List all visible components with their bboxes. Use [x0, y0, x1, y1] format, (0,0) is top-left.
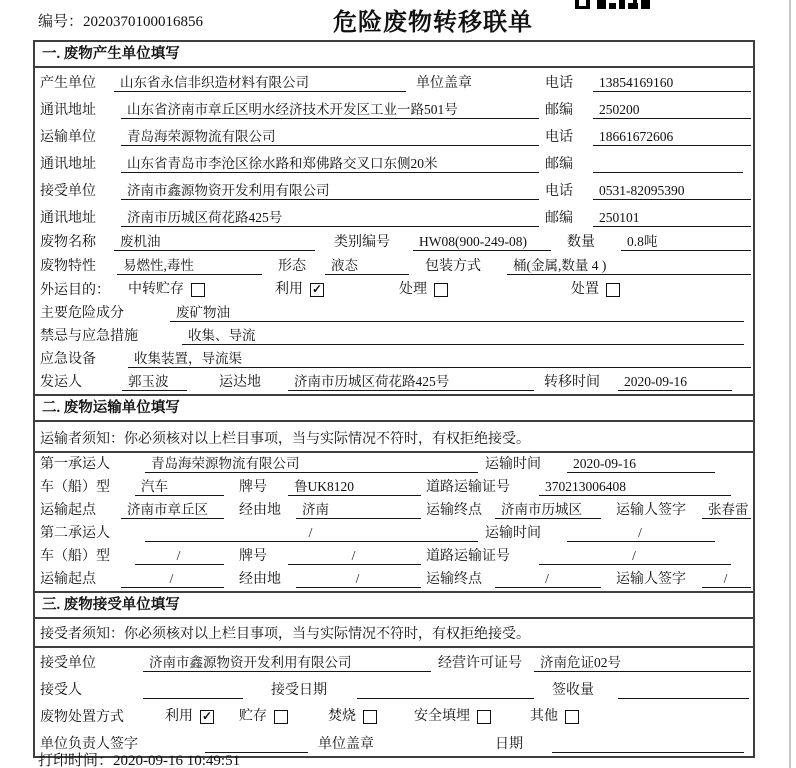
- form-row: [35, 545, 753, 568]
- form-row: [35, 675, 753, 702]
- received-quantity-value: [618, 681, 749, 699]
- receiver-postcode-value: 250101: [593, 209, 751, 227]
- generator-postcode-label: 邮编: [545, 103, 573, 118]
- checkbox-treat: [399, 281, 448, 298]
- generator-address-value: 山东省济南市章丘区明水经济技术开发区工业一路501号: [121, 101, 539, 119]
- checkbox-incinerate: [328, 708, 377, 725]
- carrier-signature-2-value: /: [702, 570, 751, 588]
- print-time-label: 打印时间：: [38, 753, 114, 768]
- receiver-seal-note: 单位盖章: [318, 737, 374, 752]
- transfer-purpose-label: 外运目的：: [40, 283, 110, 298]
- road-permit-1-value: 370213006408: [539, 478, 731, 496]
- road-permit-2-value: /: [539, 547, 731, 565]
- disposal-method-label: 废物处置方式: [40, 710, 124, 725]
- transporter-unit-value: 青岛海荣源物流有限公司: [121, 128, 539, 146]
- seal-date-label: 日期: [495, 737, 523, 752]
- form-row: [35, 68, 753, 95]
- form-row: [35, 203, 753, 230]
- checkbox-landfill: [477, 710, 491, 724]
- checkbox-transfer-storage: [128, 281, 205, 298]
- receive-date-label: 接受日期: [271, 683, 327, 698]
- first-carrier-value: 青岛海荣源物流有限公司: [145, 455, 478, 473]
- form-row: [35, 371, 753, 394]
- seal-date-value: [552, 735, 744, 753]
- receiver-unit-label: 接受单位: [40, 184, 96, 199]
- checkbox-utilize-purpose: [275, 281, 324, 298]
- generator-unit-label: 产生单位: [40, 76, 96, 91]
- receiver-address-label: 通讯地址: [40, 211, 96, 226]
- transporter-postcode-label: 邮编: [545, 157, 573, 172]
- section-header: 二. 废物运输单位填写: [35, 394, 753, 422]
- waste-name-value: 废机油: [114, 233, 315, 251]
- transporter-phone-value: 18661672606: [593, 128, 751, 146]
- transporter-address-label: 通讯地址: [40, 157, 96, 172]
- main-hazard-label: 主要危险成分: [40, 306, 124, 321]
- checkbox-other: [530, 708, 579, 725]
- carrier-signature-1-value: 张春雷: [702, 501, 751, 519]
- transport-date-1-value: 2020-09-16: [567, 455, 715, 473]
- destination-label: 运达地: [219, 375, 261, 390]
- emergency-equipment-value: 收集装置，导流渠: [128, 350, 751, 368]
- plate-no-2-label: 牌号: [239, 549, 267, 564]
- checkbox-utilize-disposal-label: 利用: [165, 709, 193, 724]
- transporter-phone-label: 电话: [545, 130, 573, 145]
- checkbox-treat-label: 处理: [399, 282, 427, 297]
- emergency-measures-value: 收集、导流: [182, 327, 744, 345]
- checkbox-store-label: 贮存: [239, 709, 267, 724]
- transporter-postcode-value: [593, 155, 743, 173]
- form-row: [35, 278, 753, 302]
- form-row: [35, 122, 753, 149]
- waste-characteristics-label: 废物特性: [40, 259, 96, 274]
- waste-category-value: HW08(900-249-08): [413, 233, 551, 251]
- checkbox-treat: [434, 283, 448, 297]
- carrier-signature-2-label: 运输人签字: [616, 572, 686, 587]
- form-row: [35, 254, 753, 278]
- form-table: [33, 40, 755, 758]
- checkbox-landfill: [414, 708, 491, 725]
- transfer-date-label: 转移时间: [544, 375, 600, 390]
- via-1-value: 济南: [296, 501, 421, 519]
- receiver-address-value: 济南市历城区荷花路425号: [121, 209, 539, 227]
- terminus-2-value: /: [495, 570, 601, 588]
- generator-unit-value: 山东省永信非织造材料有限公司: [114, 74, 406, 92]
- form-row: [35, 95, 753, 122]
- form-row: [35, 453, 753, 476]
- form-row: [35, 648, 753, 675]
- origin-2-label: 运输起点: [40, 572, 96, 587]
- receiver-postcode-label: 邮编: [545, 211, 573, 226]
- checkbox-incinerate: [363, 710, 377, 724]
- consignor-label: 发运人: [40, 375, 82, 390]
- checkbox-other: [565, 710, 579, 724]
- waste-form-label: 形态: [278, 259, 306, 274]
- vehicle-type-1-value: 汽车: [135, 478, 224, 496]
- page-title: 危险废物转移联单: [333, 10, 533, 36]
- transporter-notice: 运输者须知：你必须核对以上栏目事项，当与实际情况不符时，有权拒绝接受。: [40, 432, 530, 447]
- receiver-phone-value: 0531-82095390: [593, 182, 751, 200]
- recipient-label: 接受人: [40, 683, 82, 698]
- generator-phone-value: 13854169160: [593, 74, 751, 92]
- form-row: [35, 499, 753, 522]
- road-permit-2-label: 道路运输证号: [426, 549, 510, 564]
- form-row: [35, 325, 753, 348]
- origin-1-value: 济南市章丘区: [121, 501, 224, 519]
- form-row: [35, 176, 753, 203]
- checkbox-incinerate-label: 焚烧: [328, 709, 356, 724]
- emergency-equipment-label: 应急设备: [40, 352, 96, 367]
- receiver-notice: 接受者须知：你必须核对以上栏目事项，当与实际情况不符时，有权拒绝接受。: [40, 627, 530, 642]
- responsible-signature-label: 单位负责人签字: [40, 737, 138, 752]
- packaging-method-value: 桶(金属,数量 4 ): [507, 257, 751, 275]
- generator-address-label: 通讯地址: [40, 103, 96, 118]
- doc-number: [38, 10, 203, 31]
- checkbox-dispose: [571, 281, 620, 298]
- form-row: [35, 149, 753, 176]
- form-row: [35, 702, 753, 729]
- form-row: [35, 522, 753, 545]
- main-hazard-value: 废矿物油: [170, 304, 744, 322]
- print-time-value: 2020-09-16 10:49:51: [113, 753, 241, 768]
- generator-postcode-value: 250200: [593, 101, 751, 119]
- checkbox-dispose-label: 处置: [571, 282, 599, 297]
- via-2-label: 经由地: [239, 572, 281, 587]
- destination-value: 济南市历城区荷花路425号: [288, 373, 534, 391]
- operating-license-label: 经营许可证号: [438, 656, 522, 671]
- checkbox-utilize-purpose: ✓: [311, 281, 323, 296]
- carrier-signature-1-label: 运输人签字: [616, 503, 686, 518]
- via-2-value: /: [296, 570, 421, 588]
- transporter-unit-label: 运输单位: [40, 130, 96, 145]
- second-carrier-value: /: [145, 524, 478, 542]
- via-1-label: 经由地: [239, 503, 281, 518]
- emergency-measures-label: 禁忌与应急措施: [40, 329, 138, 344]
- receiving-unit-value: 济南市鑫源物资开发利用有限公司: [143, 654, 431, 672]
- origin-2-value: /: [121, 570, 224, 588]
- terminus-1-value: 济南市历城区: [495, 501, 601, 519]
- doc-number-value: 2020370100016856: [83, 14, 204, 30]
- waste-category-label: 类别编号: [334, 235, 390, 250]
- terminus-2-label: 运输终点: [426, 572, 482, 587]
- transfer-date-value: 2020-09-16: [618, 373, 732, 391]
- checkbox-landfill-label: 安全填埋: [414, 709, 470, 724]
- terminus-1-label: 运输终点: [426, 503, 482, 518]
- plate-no-2-value: /: [288, 547, 421, 565]
- waste-quantity-value: 0.8吨: [621, 233, 751, 251]
- checkbox-dispose: [606, 283, 620, 297]
- checkbox-utilize-purpose-label: 利用: [275, 282, 303, 297]
- print-time: [38, 749, 240, 768]
- checkbox-transfer-storage: [191, 283, 205, 297]
- operating-license-value: 济南危证02号: [534, 654, 751, 672]
- plate-no-1-label: 牌号: [239, 480, 267, 495]
- packaging-method-label: 包装方式: [425, 259, 481, 274]
- page-edge-line: [789, 0, 791, 768]
- checkbox-other-label: 其他: [530, 709, 558, 724]
- form-row: [35, 476, 753, 499]
- transport-date-2-value: /: [567, 524, 715, 542]
- checkbox-store: [274, 710, 288, 724]
- receiving-unit-label: 接受单位: [40, 656, 96, 671]
- received-quantity-label: 签收量: [552, 683, 594, 698]
- qr-code-fragment: [575, 0, 657, 9]
- transporter-address-value: 山东省青岛市李沧区徐水路和郑佛路交叉口东侧20米: [121, 155, 539, 173]
- first-carrier-label: 第一承运人: [40, 457, 110, 472]
- checkbox-store: [239, 708, 288, 725]
- waste-quantity-label: 数量: [567, 235, 595, 250]
- plate-no-1-value: 鲁UK8120: [288, 478, 421, 496]
- section-header: 一. 废物产生单位填写: [35, 42, 753, 68]
- receiver-unit-value: 济南市鑫源物资开发利用有限公司: [121, 182, 539, 200]
- waste-name-label: 废物名称: [40, 235, 96, 250]
- doc-number-label: 编号：: [38, 14, 84, 30]
- vehicle-type-2-label: 车（船）型: [40, 549, 110, 564]
- second-carrier-label: 第二承运人: [40, 526, 110, 541]
- receive-date-value: [357, 681, 534, 699]
- waste-characteristics-value: 易燃性,毒性: [117, 257, 262, 275]
- generator-phone-label: 电话: [545, 76, 573, 91]
- form-row: [35, 568, 753, 591]
- origin-1-label: 运输起点: [40, 503, 96, 518]
- section-header: 三. 废物接受单位填写: [35, 591, 753, 619]
- form-row: [35, 302, 753, 325]
- form-row: [35, 619, 753, 648]
- vehicle-type-2-value: /: [135, 547, 224, 565]
- receiver-phone-label: 电话: [545, 184, 573, 199]
- checkbox-utilize-disposal: [165, 708, 214, 725]
- transport-date-2-label: 运输时间: [485, 526, 541, 541]
- waste-form-value: 液态: [325, 257, 409, 275]
- checkbox-transfer-storage-label: 中转贮存: [128, 282, 184, 297]
- checkbox-utilize-disposal: ✓: [201, 708, 213, 723]
- transport-date-1-label: 运输时间: [485, 457, 541, 472]
- vehicle-type-1-label: 车（船）型: [40, 480, 110, 495]
- form-row: [35, 422, 753, 453]
- form-row: [35, 348, 753, 371]
- consignor-value: 郭玉波: [122, 373, 187, 391]
- form-row: [35, 230, 753, 254]
- recipient-value: [143, 681, 243, 699]
- unit-seal-note: 单位盖章: [416, 76, 472, 91]
- road-permit-1-label: 道路运输证号: [426, 480, 510, 495]
